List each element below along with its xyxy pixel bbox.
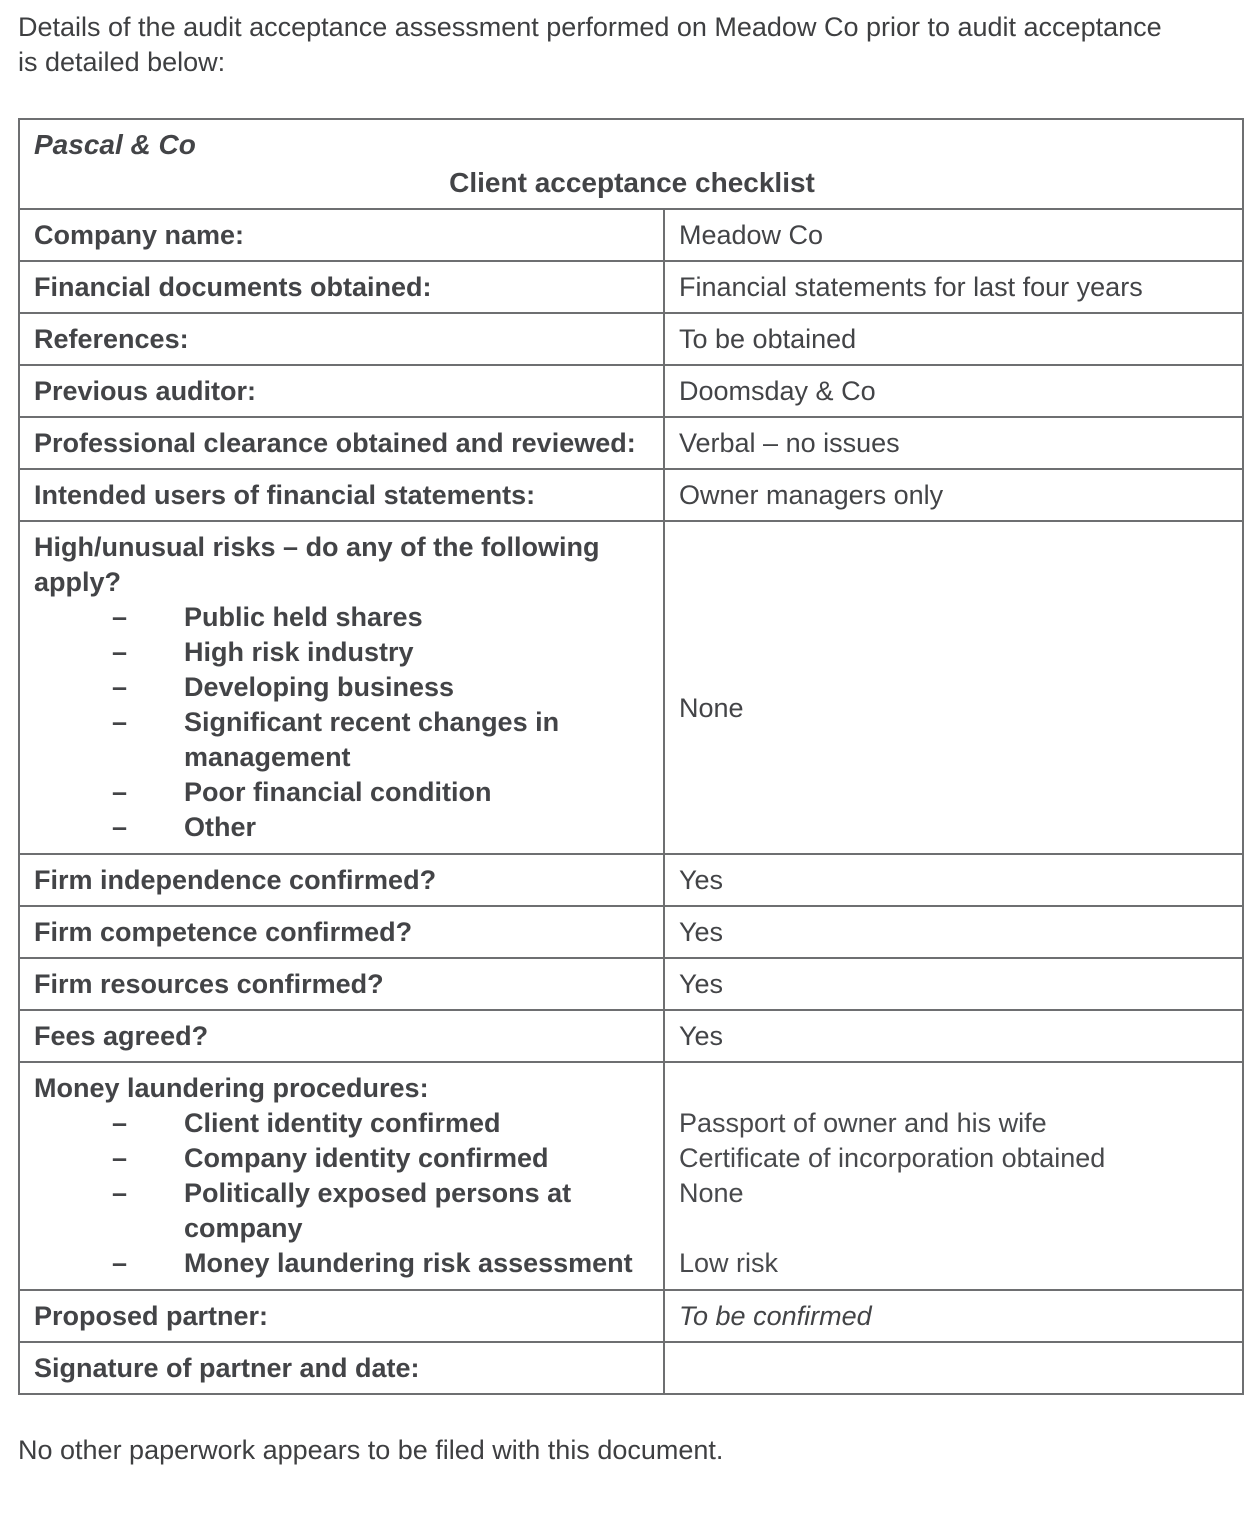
ml-value-line: Passport of owner and his wife <box>679 1108 1047 1138</box>
row-value <box>664 1342 1243 1394</box>
row-value: Doomsday & Co <box>664 365 1243 417</box>
footer-note: No other paperwork appears to be filed with this document. <box>18 1435 724 1465</box>
firm-name: Pascal & Co <box>34 129 196 160</box>
table-row-money-laundering <box>19 1062 1243 1290</box>
row-value: To be obtained <box>664 313 1243 365</box>
row-label: Professional clearance obtained and reviewed: <box>19 417 664 469</box>
dash-bullet: – <box>112 602 128 632</box>
row-value: Owner managers only <box>664 469 1243 521</box>
dash-bullet: – <box>112 637 128 667</box>
ml-value-line: None <box>679 1178 744 1208</box>
ml-bullet: – Company identity confirmed <box>34 1141 651 1176</box>
risk-bullet: – Public held shares <box>34 600 651 635</box>
risk-bullet: – Developing business <box>34 670 651 705</box>
ml-bullet: – Money laundering risk assessment <box>34 1246 651 1281</box>
ml-bullet-continuation: company <box>34 1211 651 1246</box>
row-label <box>19 521 664 854</box>
row-label: Firm competence confirmed? <box>19 906 664 958</box>
row-value: To be confirmed <box>664 1290 1243 1342</box>
table-row-proposed-partner <box>19 1290 1243 1342</box>
dash-bullet: – <box>112 1143 128 1173</box>
table-row-previous-auditor <box>19 365 1243 417</box>
row-label: Fees agreed? <box>19 1010 664 1062</box>
dash-bullet: – <box>112 777 128 807</box>
ml-value-line <box>679 1211 1230 1246</box>
intro-paragraph <box>18 10 1242 80</box>
row-value: Verbal – no issues <box>664 417 1243 469</box>
ml-value-line <box>679 1071 1230 1106</box>
checklist-title: Client acceptance checklist <box>449 167 815 198</box>
row-value: Yes <box>664 854 1243 906</box>
dash-bullet: – <box>112 672 128 702</box>
intro-line: is detailed below: <box>18 47 226 77</box>
table-row-high-unusual-risks <box>19 521 1243 854</box>
ml-value-line: Low risk <box>679 1248 779 1278</box>
row-label: Proposed partner: <box>19 1290 664 1342</box>
table-row-signature <box>19 1342 1243 1394</box>
dash-bullet <box>112 740 184 775</box>
risk-label-line: High/unusual risks – do any of the following <box>34 532 600 562</box>
row-label: Previous auditor: <box>19 365 664 417</box>
row-value <box>664 521 1243 854</box>
row-value: Yes <box>664 906 1243 958</box>
row-label: Company name: <box>19 209 664 261</box>
table-row-company-name <box>19 209 1243 261</box>
row-label: Firm resources confirmed? <box>19 958 664 1010</box>
table-row-firm-independence <box>19 854 1243 906</box>
row-value: Yes <box>664 958 1243 1010</box>
dash-bullet: – <box>112 812 128 842</box>
dash-bullet: – <box>112 1178 128 1208</box>
intro-line: Details of the audit acceptance assessment performed on Meadow Co prior to audit acceptance <box>18 12 1162 42</box>
row-value: Financial statements for last four years <box>664 261 1243 313</box>
row-label <box>19 1062 664 1290</box>
risk-bullet-continuation: management <box>34 740 651 775</box>
table-header-row <box>19 119 1243 209</box>
ml-bullet: – Politically exposed persons at <box>34 1176 651 1211</box>
table-row-intended-users <box>19 469 1243 521</box>
row-label: Intended users of financial statements: <box>19 469 664 521</box>
risk-bullet: – Poor financial condition <box>34 775 651 810</box>
table-row-professional-clearance <box>19 417 1243 469</box>
ml-bullet: – Client identity confirmed <box>34 1106 651 1141</box>
risk-bullet: – High risk industry <box>34 635 651 670</box>
client-acceptance-table <box>18 118 1244 1395</box>
table-row-references <box>19 313 1243 365</box>
row-label: Financial documents obtained: <box>19 261 664 313</box>
row-label: Signature of partner and date: <box>19 1342 664 1394</box>
dash-bullet: – <box>112 707 128 737</box>
row-value: Meadow Co <box>664 209 1243 261</box>
row-value: Yes <box>664 1010 1243 1062</box>
dash-bullet <box>112 1211 184 1246</box>
row-label: Firm independence confirmed? <box>19 854 664 906</box>
risk-label-line: apply? <box>34 567 122 597</box>
table-row-financial-documents <box>19 261 1243 313</box>
risk-value: None <box>679 692 744 723</box>
table-row-firm-resources <box>19 958 1243 1010</box>
table-row-fees-agreed <box>19 1010 1243 1062</box>
dash-bullet: – <box>112 1108 128 1138</box>
risk-bullet: – Significant recent changes in <box>34 705 651 740</box>
row-label: References: <box>19 313 664 365</box>
ml-label: Money laundering procedures: <box>34 1073 429 1103</box>
table-row-firm-competence <box>19 906 1243 958</box>
table-header-cell <box>19 119 1243 209</box>
risk-bullet: – Other <box>34 810 651 845</box>
ml-value-line: Certificate of incorporation obtained <box>679 1143 1106 1173</box>
dash-bullet: – <box>112 1248 128 1278</box>
row-value <box>664 1062 1243 1290</box>
